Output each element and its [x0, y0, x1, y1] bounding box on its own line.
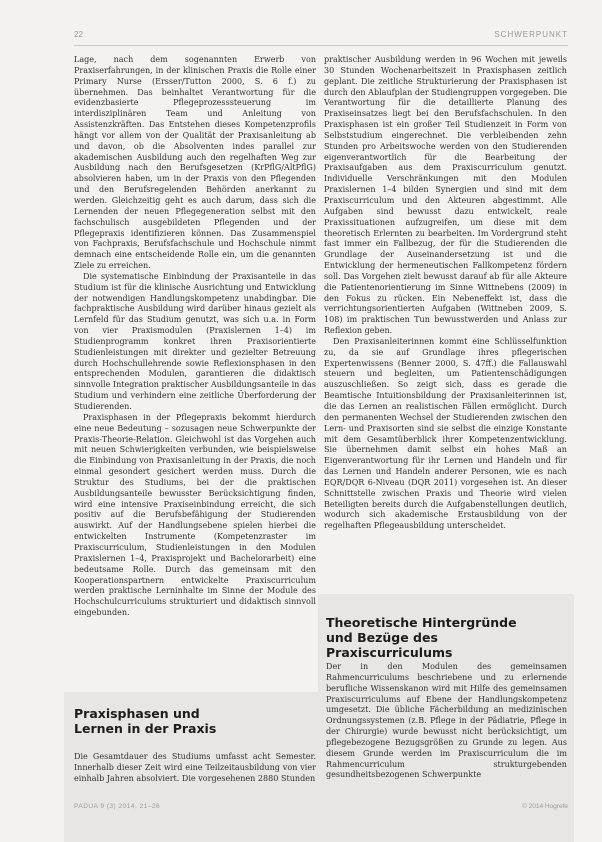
section-title: SCHWERPUNKT [494, 30, 568, 39]
left-column [74, 55, 316, 619]
left-paragraph-1: Lage, nach dem sogenannten Erwerb von Praxiserfahrungen, in der klinischen Praxis die Rolle einer Primary Nurse (Ersser/Tutton 2000, S. 6 f.) zu übernehmen. Das beinhaltet Verantwortung für die evidenzbasierte Pflegeprozesssteuerung im interdisziplinären Team und Anleitung von Assistenzkräften. Das Entstehen dieses Kompetenzprofils hängt vor allem von der Qualität der Praxisanleitung ab und davon, ob die Absolventen indes parallel zur akademischen Ausbildung auch den regelhaften Weg zur Ausbildung nach den Berufsgesetzen (KrPflG/AltPflG) absolvieren haben, um in der Praxis von den Pflegenden und den Berufsregelenden Behörden anerkannt zu werden. Gleichzeitig geht es auch darum, dass sich die Lernenden der neuen Pflegegeneration selbst mit den fachschulisch ausgebildeten Pflegenden und der Pflegepraxis identifizieren können. Das Zusammenspiel von Fachpraxis, Berufsfachschule und Hochschule nimmt demnach eine entscheidende Rolle ein, um die genannten Ziele zu erreichen. [74, 55, 316, 271]
page-number: 22 [74, 30, 83, 39]
subheading-praxisphasen [74, 706, 304, 736]
journal-citation: PADUA 9 (3) 2014, 21–26 [74, 803, 161, 810]
left-bottom-paragraph: Die Gesamtdauer des Studiums umfasst acht Semester. Innerhalb dieser Zeit wird eine Teilzeitausbildung von vier einhalb Jahren absolviert. Die vorgesehenen 2880 Stunden [74, 752, 316, 783]
right-paragraph-2: Den Praxisanleiterinnen kommt eine Schlüsselfunktion zu, da sie auf Grundlage ihres pflegerischen Expertenwissens (Benner 2000, S. 47ff.) die Fallauswahl steuern und begleiten, um Patientenschädigungen auszuschließen. So zeigt sich, dass es gerade die Beamtische Intuitionsbildung der Praxisanleiterinnen ist, die das Lernen an realistischen Fällen ermöglicht. Durch den permanenten Wechsel der Studierenden zwischen den Lern- und Praxisorten sind sie selbst die einzige Konstante mit dem Gesamtüberblick ihrer Kompetenzentwicklung. Sie übernehmen damit selbst ein hohes Maß an Eigenverantwortung für ihr Lernen und Handeln und für das Lernen und Handeln anderer Personen, wie es nach EQR/DQR 6-Niveau (DQR 2011) vorgesehen ist. An dieser Schnittstelle zwischen Praxis und Theorie wird vielen Beteiligten bereits durch die Aufgabenstellungen deutlich, wodurch sich akademische Erstausbildung von der regelhaften Pflegeausbildung unterscheidet. [324, 336, 567, 531]
subheading-line: Lernen in der Praxis [74, 721, 217, 736]
right-bottom-paragraph: Der in den Modulen des gemeinsamen Rahmencurriculums beschriebene und zu erlernende berufliche Wissenskanon wird mit Hilfe des gemeinsamen Praxiscurriculums auf Ebene der Handlungskompetenz umgesetzt. Die übliche Fächerbildung an medizinischen Ordnungssystemen (z.B. Pflege in der Pädiatrie, Pflege in der Chirurgie) wurde bewusst nicht berücksichtigt, um pflegebezogene Bezugsgrößen zu Grunde zu legen. Aus diesem Grunde werden im Praxiscurriculum die im Rahmencurriculum strukturgebenden gesundheitsbezogenen Schwerpunkte [326, 662, 567, 780]
left-bottom-text [74, 752, 316, 785]
subheading-line: und Bezüge des Praxiscurriculums [326, 630, 453, 660]
header-divider [74, 45, 568, 46]
left-paragraph-3: Praxisphasen in der Pflegepraxis bekommt hierdurch eine neue Bedeutung – sozusagen neue Schwerpunkte der Praxis-Theorie-Relation. Gleichwohl ist das Vorgehen auch mit neuen Schwierigkeiten verbunden, wie beispielsweise die Einbindung von Praxisanleitung in der Praxis, die noch einmal gesondert gesichert werden muss. Durch die Struktur des Studiums, bei der die praktischen Ausbildungsanteile bewusster Berücksichtigung finden, wird eine intensive Praxiseinbindung erreicht, die sich positiv auf die Berufsbefähigung der Studierenden auswirkt. Auf der Handlungsebene spielen hierbei die entwickelten Instrumente (Kompetenzraster im Praxiscurriculum, Studienleistungen in den Modulen Praxislernen 1–4, Praxisprojekt und Bachelorarbeit) eine bedeutsame Rolle. Durch das gemeinsam mit den Kooperationspartnern entwickelte Praxiscurriculum werden praktische Lerninhalte im Sinne der Module des Hochschulcurriculums strukturiert und didaktisch sinnvoll eingebunden. [74, 412, 316, 618]
left-paragraph-2: Die systematische Einbindung der Praxisanteile in das Studium ist für die klinische Ausrichtung und Entwicklung der notwendigen Handlungskompetenz unabdingbar. Die fachpraktische Ausbildung wird darüber hinaus gezielt als Lernfeld für das Studium genutzt, was sich u.a. in Form von vier Praxismodulen (Praxislernen 1–4) im Studienprogramm konkret ihren Praxisorientierte Studienleistungen mit direkter und gezielter Betreuung durch Hochschullehrende sowie Reflexionsphasen in den entsprechenden Modulen, garantieren die didaktisch sinnvolle Integration praktischer Ausbildungsanteile in das Studium und verhindern eine zeitliche Überforderung der Studierenden. [74, 271, 316, 411]
subheading-line: Theoretische Hintergründe [326, 615, 517, 630]
right-paragraph-1: praktischer Ausbildung werden in 96 Wochen mit jeweils 30 Stunden Wochenarbeitszeit in Praxisphasen zeitlich geplant. Die zeitliche Strukturierung der Praxisphasen ist durch den Ablaufplan der Studiengruppen vorgegeben. Die Verantwortung für die detaillierte Planung des Praxiseinsatzes liegt bei den Berufsfachschulen. In den Praxisphasen ist ein großer Teil Studienzeit in Form von Selbststudium eingerechnet. Die verbleibenden zehn Stunden pro Arbeitswoche werden von den Studierenden eigenverantwortlich für die Bearbeitung der Praxisaufgaben aus dem Praxiscurriculum genutzt. Individuelle Verschränkungen mit den Modulen Praxislernen 1–4 bilden Synergien und sind mit dem Praxiscurriculum und den Akteuren abgestimmt. Alle Aufgaben sind bewusst dazu entwickelt, reale Praxissituationen aufzugreifen, um diese mit dem theoretisch Erlernten zu bearbeiten. Im Vordergrund steht fast immer ein Fallbezug, der für die Studierenden die Grundlage der Auseinandersetzung ist und die Entwicklung der hermeneutischen Fallkompetenz fördern soll. Das Vorgehen zielt bewusst darauf ab für alle Akteure die Patientenorientierung im Sinne Wittnebens (2009) in den Fokus zu rücken. Ein Nebeneffekt ist, dass die verrichtungsorientierten Aufgaben (Wittneben 2009, S. 108) im praktischen Tun bewusstwerden und Anlass zur Reflexion geben. [324, 55, 567, 336]
right-bottom-text [326, 662, 567, 781]
page-header [74, 30, 568, 44]
subheading-line: Praxisphasen und [74, 706, 200, 721]
subheading-theoretische-hintergruende [326, 615, 566, 660]
page-footer [74, 803, 568, 815]
publisher-label: © 2014 Hogrefe [522, 803, 568, 810]
right-column [324, 55, 567, 532]
